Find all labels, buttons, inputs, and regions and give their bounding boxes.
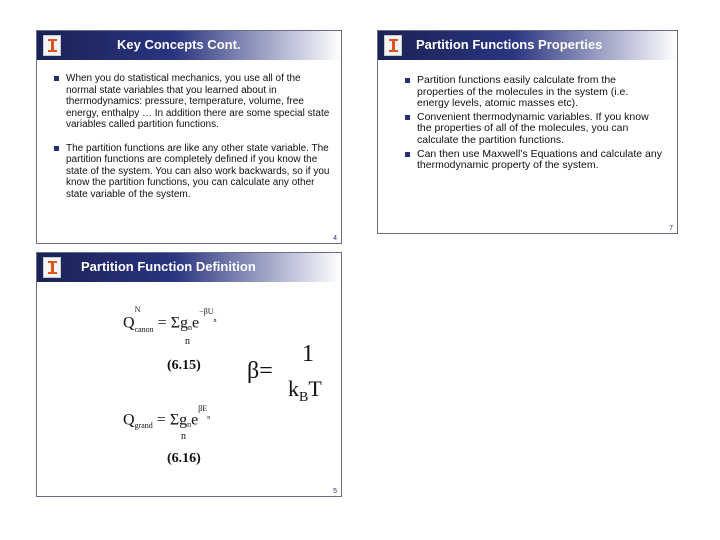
eq-symbol: g bbox=[180, 314, 189, 332]
eq-operator: = bbox=[157, 314, 167, 332]
bullet-item: Can then use Maxwell’s Equations and calculate any thermodynamic property of the system. bbox=[404, 149, 663, 172]
eq-subscript: canon bbox=[134, 325, 154, 335]
eq-subscript: n bbox=[207, 415, 211, 422]
bullet-item: The partition functions are like any other state variable. The partition functions are completely defined if you know the state of the system. You can also work backwards, so if you know the partition functions, you can calculate any other state variable of the system. bbox=[53, 143, 331, 201]
sum-index: n bbox=[185, 336, 190, 347]
slide-header bbox=[37, 253, 341, 282]
eq-subscript: grand bbox=[134, 421, 153, 431]
eq-symbol: Q bbox=[123, 314, 135, 332]
eq-subscript: B bbox=[299, 390, 309, 405]
university-logo-icon bbox=[43, 257, 61, 278]
slide-header bbox=[378, 31, 677, 60]
beta-denominator bbox=[288, 376, 322, 405]
beta-symbol: β bbox=[247, 358, 260, 384]
equation-label: (6.15) bbox=[167, 358, 201, 373]
slide-partition-properties bbox=[377, 30, 678, 234]
eq-exponent: −βU bbox=[199, 307, 214, 316]
eq-subscript: n bbox=[213, 318, 217, 325]
eq-symbol: g bbox=[179, 411, 188, 429]
eq-subscript: n bbox=[188, 323, 193, 333]
slide-header bbox=[37, 31, 341, 60]
eq-symbol: T bbox=[308, 376, 322, 401]
equation-label: (6.16) bbox=[167, 451, 201, 466]
bullet-item: Convenient thermodynamic variables. If you know the properties of all of the molecules, you can calculate the partition functions. bbox=[404, 112, 663, 147]
eq-operator: = bbox=[156, 411, 166, 429]
eq-symbol: Q bbox=[123, 411, 135, 429]
eq-operator: = bbox=[259, 358, 273, 384]
slide-title: Partition Function Definition bbox=[81, 259, 256, 274]
page-number: 7 bbox=[669, 225, 673, 232]
eq-symbol: e bbox=[192, 314, 200, 332]
slide-key-concepts bbox=[36, 30, 342, 244]
university-logo-icon bbox=[43, 35, 61, 56]
slide-body bbox=[404, 75, 663, 174]
eq-exponent: βE bbox=[198, 404, 208, 413]
sum-index: n bbox=[181, 431, 186, 442]
bullet-item: When you do statistical mechanics, you use all of the normal state variables that you learned about in thermodynamics: pressure, temperature, volume, free energy, enthalpy … In addition there are some special state variables called partition functions. bbox=[53, 73, 331, 131]
beta-numerator: 1 bbox=[302, 341, 314, 367]
slide-title: Key Concepts Cont. bbox=[117, 37, 241, 52]
university-logo-icon bbox=[384, 35, 402, 56]
page-number: 5 bbox=[333, 488, 337, 495]
page-number: 4 bbox=[333, 235, 337, 242]
sum-symbol: Σ bbox=[170, 314, 181, 332]
slide-partition-definition bbox=[36, 252, 342, 497]
sum-symbol: Σ bbox=[169, 411, 180, 429]
eq-subscript: n bbox=[187, 420, 192, 430]
bullet-item: Partition functions easily calculate from the properties of the molecules in the system (i.e. energy levels, atomic masses etc). bbox=[404, 75, 663, 110]
eq-symbol: e bbox=[191, 411, 199, 429]
beta-lhs bbox=[247, 358, 273, 385]
eq-symbol: k bbox=[288, 376, 299, 401]
eq-superscript: N bbox=[134, 305, 141, 315]
slide-body bbox=[53, 73, 331, 212]
slide-title: Partition Functions Properties bbox=[416, 37, 603, 52]
